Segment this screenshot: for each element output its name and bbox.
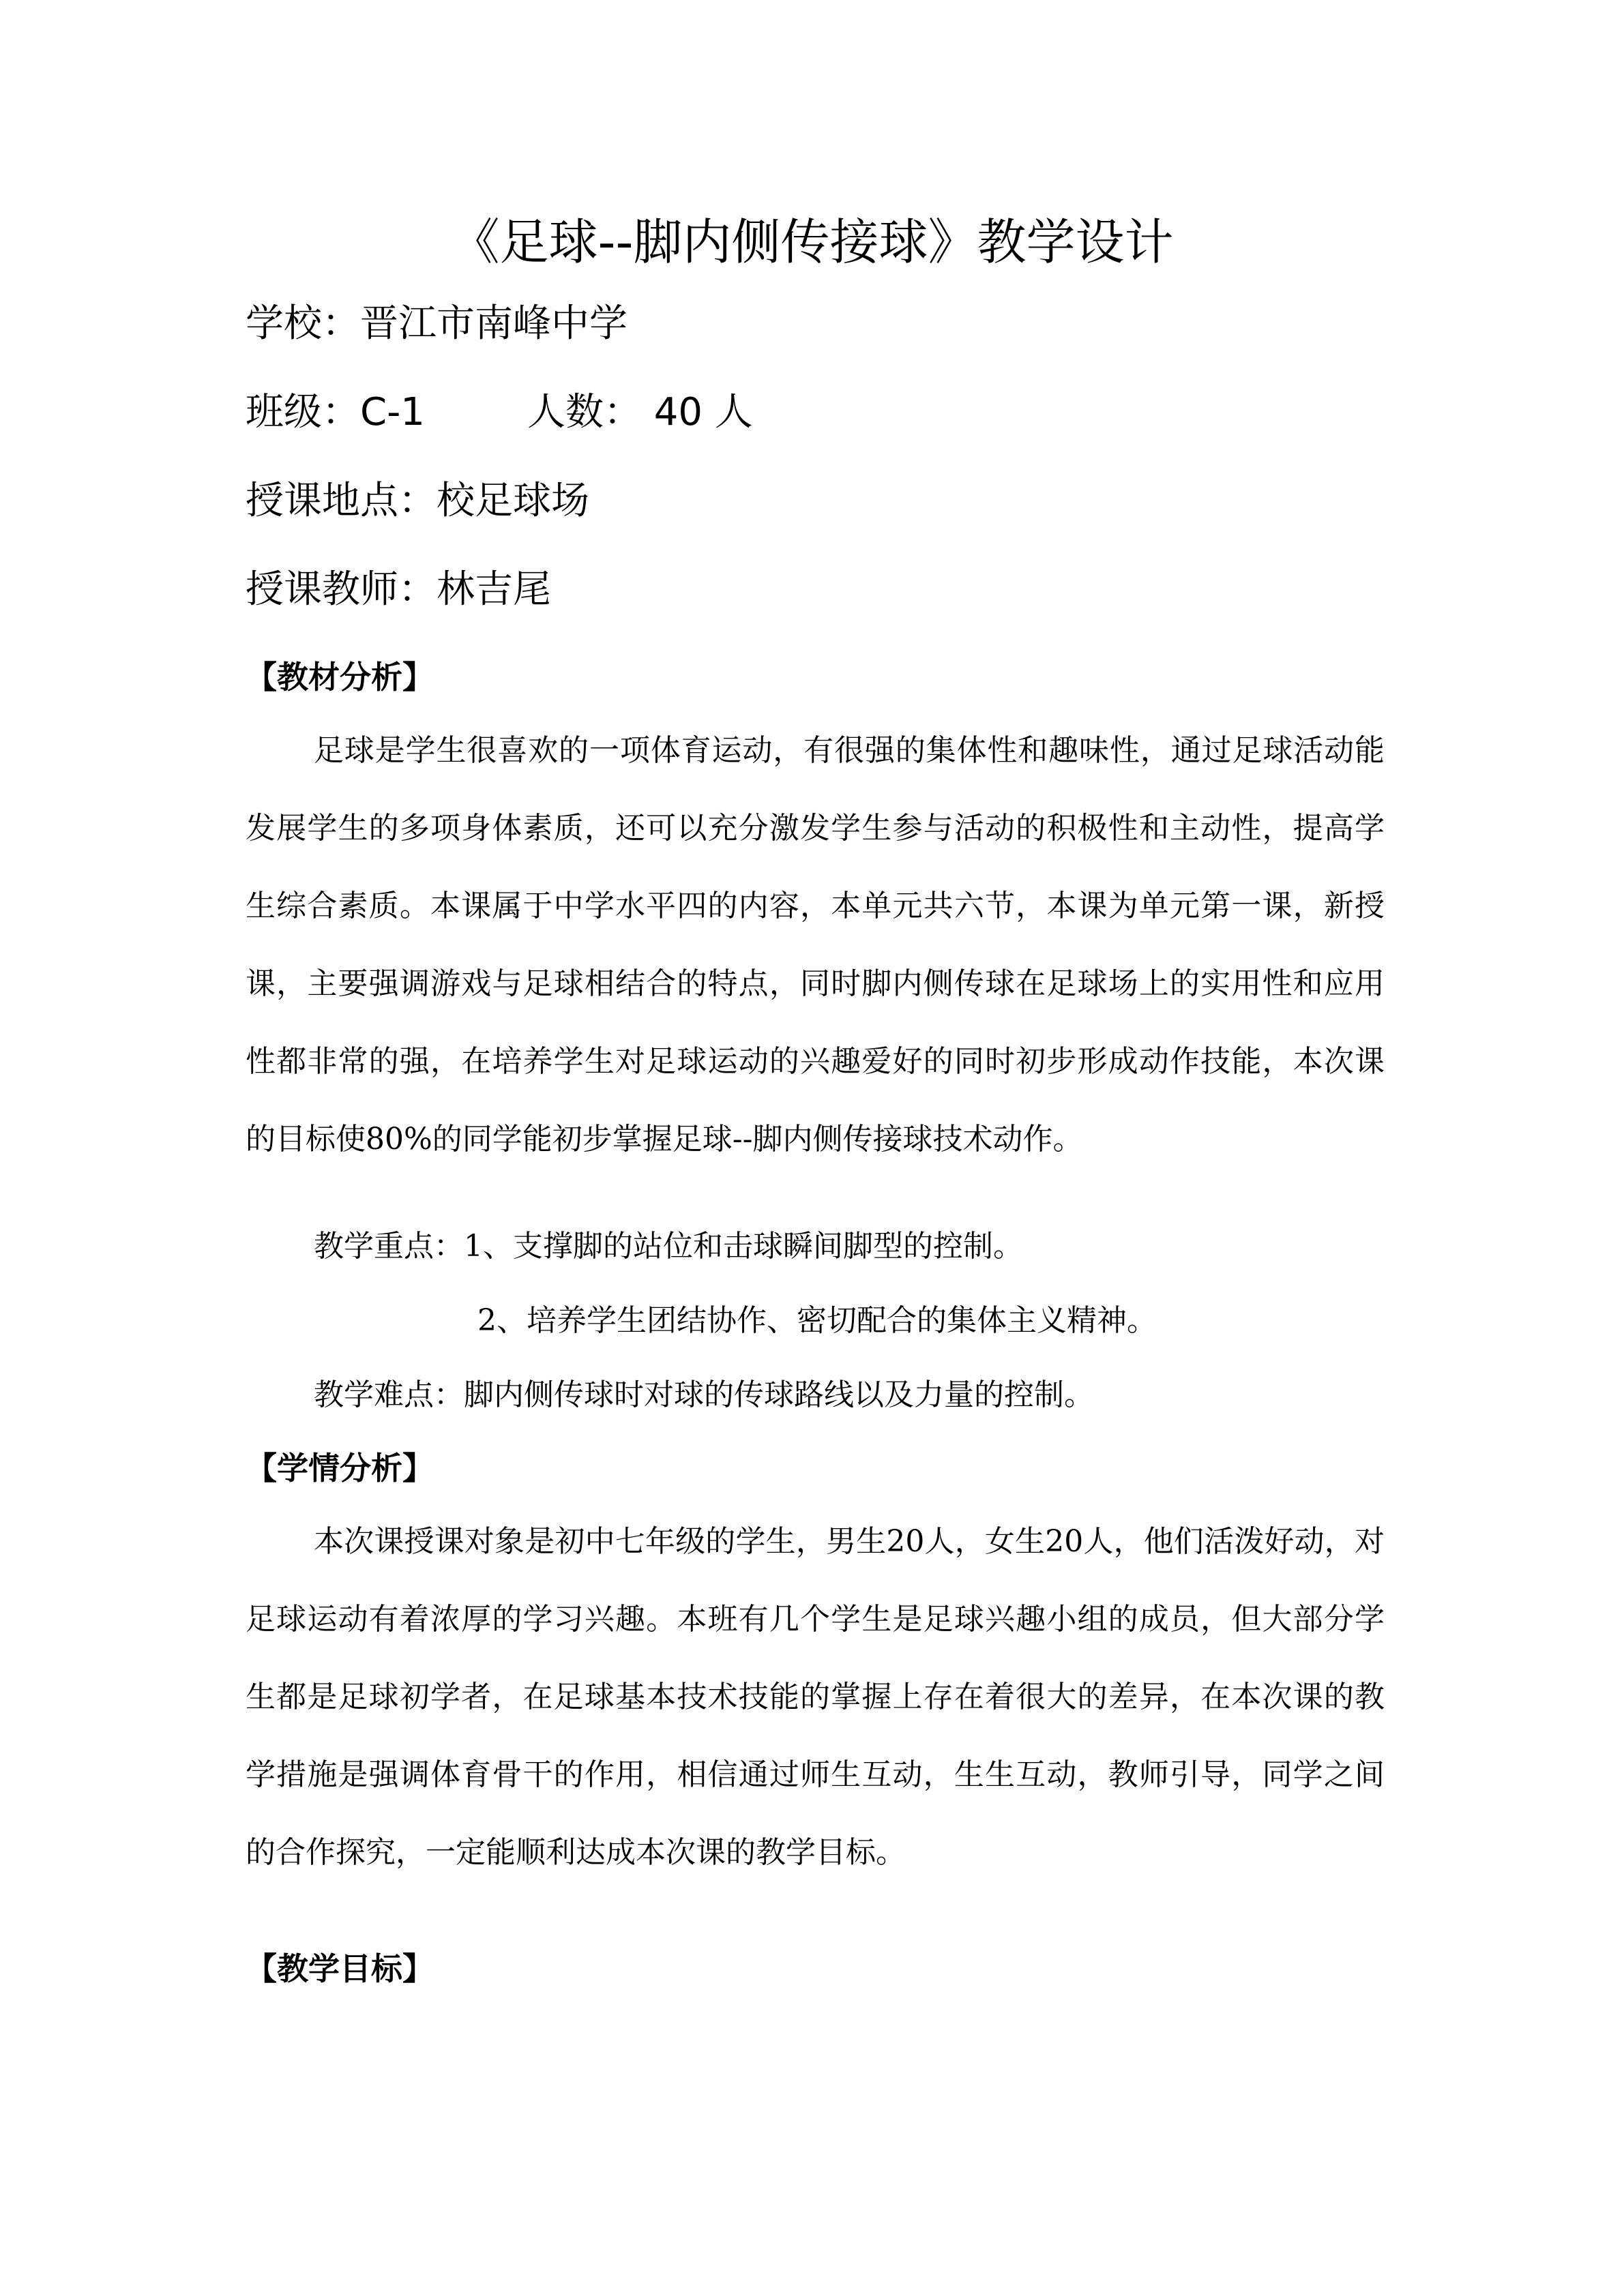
page-title: 《足球--脚内侧传接球》教学设计 [450,213,1174,271]
material-analysis-heading: 【教材分析】 [246,659,434,696]
student-analysis-paragraph: 本次课授课对象是初中七年级的学生，男生20人，女生20人，他们活泼好动，对足球运动有着浓厚的学习兴趣。本班有几个学生是足球兴趣小组的成员，但大部分学生都是足球初学者，在足球基本技术技能的掌握上存在着很大的差异，在本次课的教学措施是强调体育骨干的作用，相信通过师生互动，生生互动，教师引导，同学之间的合作探究，一定能顺利达成本次课的教学目标。 [246,1524,1385,1870]
student-count: 人数： 40 人 [527,390,753,434]
location-line: 授课地点：校足球场 [246,479,589,523]
key-point-2: 2、培养学生团结协作、密切配合的集体主义精神。 [477,1303,1157,1338]
teaching-goals-heading: 【教学目标】 [246,1950,434,1987]
class-line [246,382,753,443]
teacher-line: 授课教师：林吉尾 [246,567,551,612]
school-line: 学校：晋江市南峰中学 [246,301,628,346]
key-point-1: 教学重点：1、支撑脚的站位和击球瞬间脚型的控制。 [314,1229,1023,1264]
class-label: 班级：C-1 [246,390,425,434]
student-analysis-heading: 【学情分析】 [246,1450,434,1487]
material-analysis-paragraph: 足球是学生很喜欢的一项体育运动，有很强的集体性和趣味性，通过足球活动能发展学生的多项身体素质，还可以充分激发学生参与活动的积极性和主动性，提高学生综合素质。本课属于中学水平四的内容，本单元共六节，本课为单元第一课，新授课，主要强调游戏与足球相结合的特点，同时脚内侧传球在足球场上的实用性和应用性都非常的强，在培养学生对足球运动的兴趣爱好的同时初步形成动作技能，本次课的目标使80%的同学能初步掌握足球--脚内侧传接球技术动作。 [246,733,1385,1157]
teaching-difficulty: 教学难点：脚内侧传球时对球的传球路线以及力量的控制。 [314,1377,1094,1412]
